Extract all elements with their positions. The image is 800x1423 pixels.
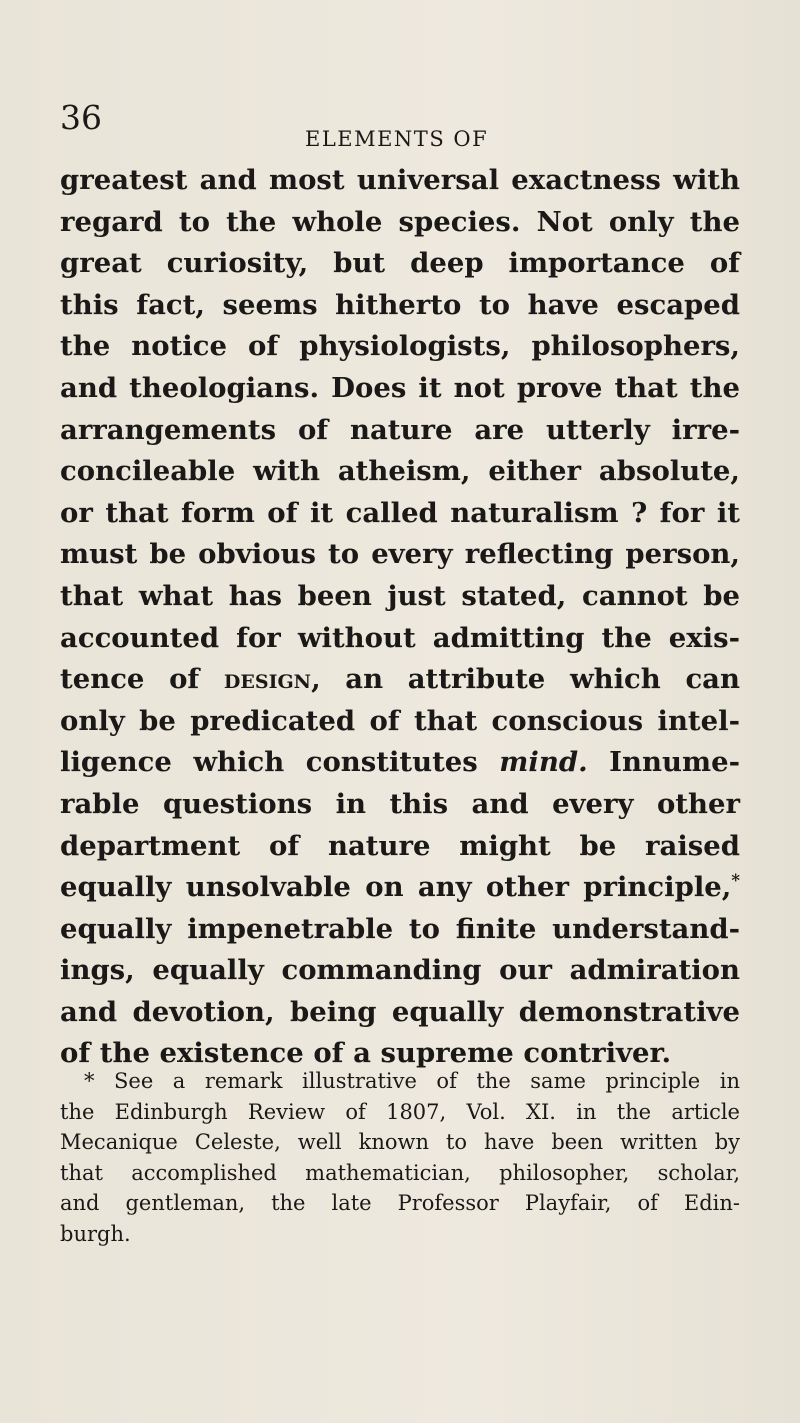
body-line: that what has been just stated, cannot be [60, 579, 740, 612]
body-line: this fact, seems hitherto to have escaped [60, 288, 740, 321]
body-line: of the existence of a supreme contriver. [60, 1037, 672, 1070]
body-line: greatest and most universal exactness with [60, 164, 740, 196]
body-text-segment: Innume- [587, 746, 740, 779]
body-text-segment: tence of [60, 663, 224, 696]
body-line: accounted for without admitting the exis- [60, 621, 740, 654]
body-text [60, 160, 740, 1075]
body-line: great curiosity, but deep importance of [60, 247, 740, 280]
body-line [60, 742, 740, 784]
body-line: or that form of it called naturalism ? for it [60, 496, 740, 529]
body-line: the notice of physiologists, philosophers, [60, 330, 740, 363]
body-line: and theologians. Does it not prove that the [60, 371, 740, 404]
body-line [60, 867, 740, 909]
footnote-line: burgh. [60, 1221, 131, 1246]
footnote-line: * See a remark illustrative of the same principle in [84, 1069, 740, 1093]
body-line [60, 659, 740, 701]
body-line: only be predicated of that conscious intel- [60, 704, 740, 737]
body-line: regard to the whole species. Not only the [60, 205, 740, 238]
footnote-line: Mecanique Celeste, well known to have been written by [60, 1130, 740, 1155]
footnote [60, 1066, 740, 1250]
footnote-marker: * [731, 870, 740, 890]
body-line: arrangements of nature are utterly irre- [60, 413, 740, 446]
footnote-line: the Edinburgh Review of 1807, Vol. XI. in the article [60, 1099, 740, 1124]
italic-term: mind. [499, 746, 588, 779]
body-line: must be obvious to every reflecting person, [60, 538, 740, 571]
body-line: equally impenetrable to finite understand- [60, 912, 740, 945]
footnote-line: and gentleman, the late Professor Playfair, of Edin- [60, 1191, 740, 1216]
body-text-segment: equally unsolvable on any other principle, [60, 871, 732, 904]
running-head: ELEMENTS OF [305, 127, 489, 151]
body-line: ings, equally commanding our admiration [60, 954, 740, 987]
body-text-segment: , an attribute which can [311, 663, 740, 696]
body-line: department of nature might be raised [60, 829, 740, 862]
body-line: concileable with atheism, either absolute, [60, 455, 740, 488]
body-line: and devotion, being equally demonstrative [60, 995, 740, 1028]
body-text-segment: ligence which constitutes [60, 746, 500, 779]
page-number: 36 [60, 98, 102, 137]
body-line: rable questions in this and every other [60, 787, 740, 820]
footnote-line: that accomplished mathematician, philosopher, scholar, [60, 1160, 740, 1185]
small-caps-term: design [223, 663, 312, 696]
